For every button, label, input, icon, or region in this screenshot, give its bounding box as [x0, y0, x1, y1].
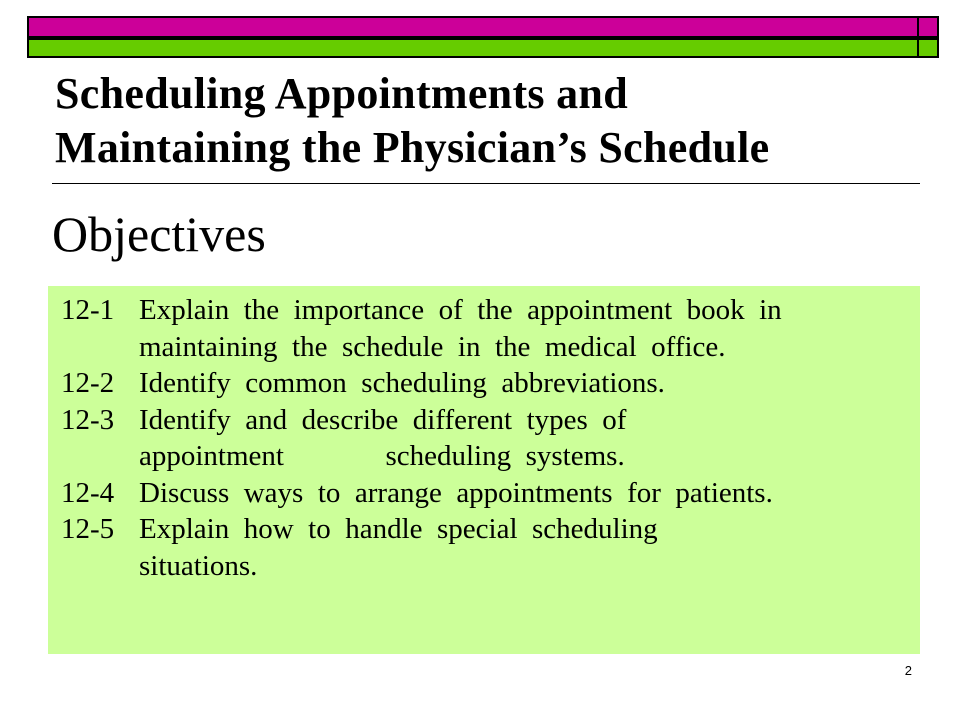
objective-number: 12-4	[61, 476, 115, 509]
objective-line: appointment scheduling systems.	[139, 440, 625, 472]
objective-line: situations.	[139, 549, 258, 582]
objectives-box	[48, 286, 920, 654]
objective-line: Explain the importance of the appointment book in	[139, 294, 782, 326]
objective-item	[61, 475, 916, 512]
objective-item	[61, 365, 916, 402]
objective-text	[139, 365, 916, 402]
objectives-list	[61, 292, 916, 584]
slide-title-line-1: Scheduling Appointments and	[55, 69, 628, 118]
objective-number: 12-3	[61, 403, 115, 436]
objective-item	[61, 292, 916, 365]
objective-text	[139, 402, 916, 475]
objective-line: maintaining the schedule in the medical office.	[139, 330, 726, 363]
objective-number: 12-1	[61, 294, 115, 326]
page-number: 2	[904, 663, 912, 678]
title-divider	[52, 183, 920, 184]
corner-square-green	[917, 38, 939, 58]
slide-title	[55, 67, 915, 175]
magenta-bar	[27, 16, 939, 38]
slide-subtitle: Objectives	[52, 206, 266, 262]
objective-line: Discuss ways to arrange appointments for patients.	[139, 476, 773, 509]
objective-text	[139, 475, 916, 512]
corner-square-magenta	[917, 16, 939, 38]
objective-item	[61, 511, 916, 584]
objective-line: Identify common scheduling abbreviations.	[139, 367, 665, 399]
objective-number: 12-2	[61, 367, 115, 399]
slide-title-line-2: Maintaining the Physician’s Schedule	[55, 123, 770, 172]
objective-line: Explain how to handle special scheduling	[139, 513, 658, 545]
objective-text	[139, 511, 916, 584]
objective-text	[139, 292, 916, 365]
objective-line: Identify and describe different types of	[139, 403, 627, 436]
top-banner	[0, 0, 960, 60]
objective-item	[61, 402, 916, 475]
green-bar	[27, 38, 939, 58]
objective-number: 12-5	[61, 513, 115, 545]
